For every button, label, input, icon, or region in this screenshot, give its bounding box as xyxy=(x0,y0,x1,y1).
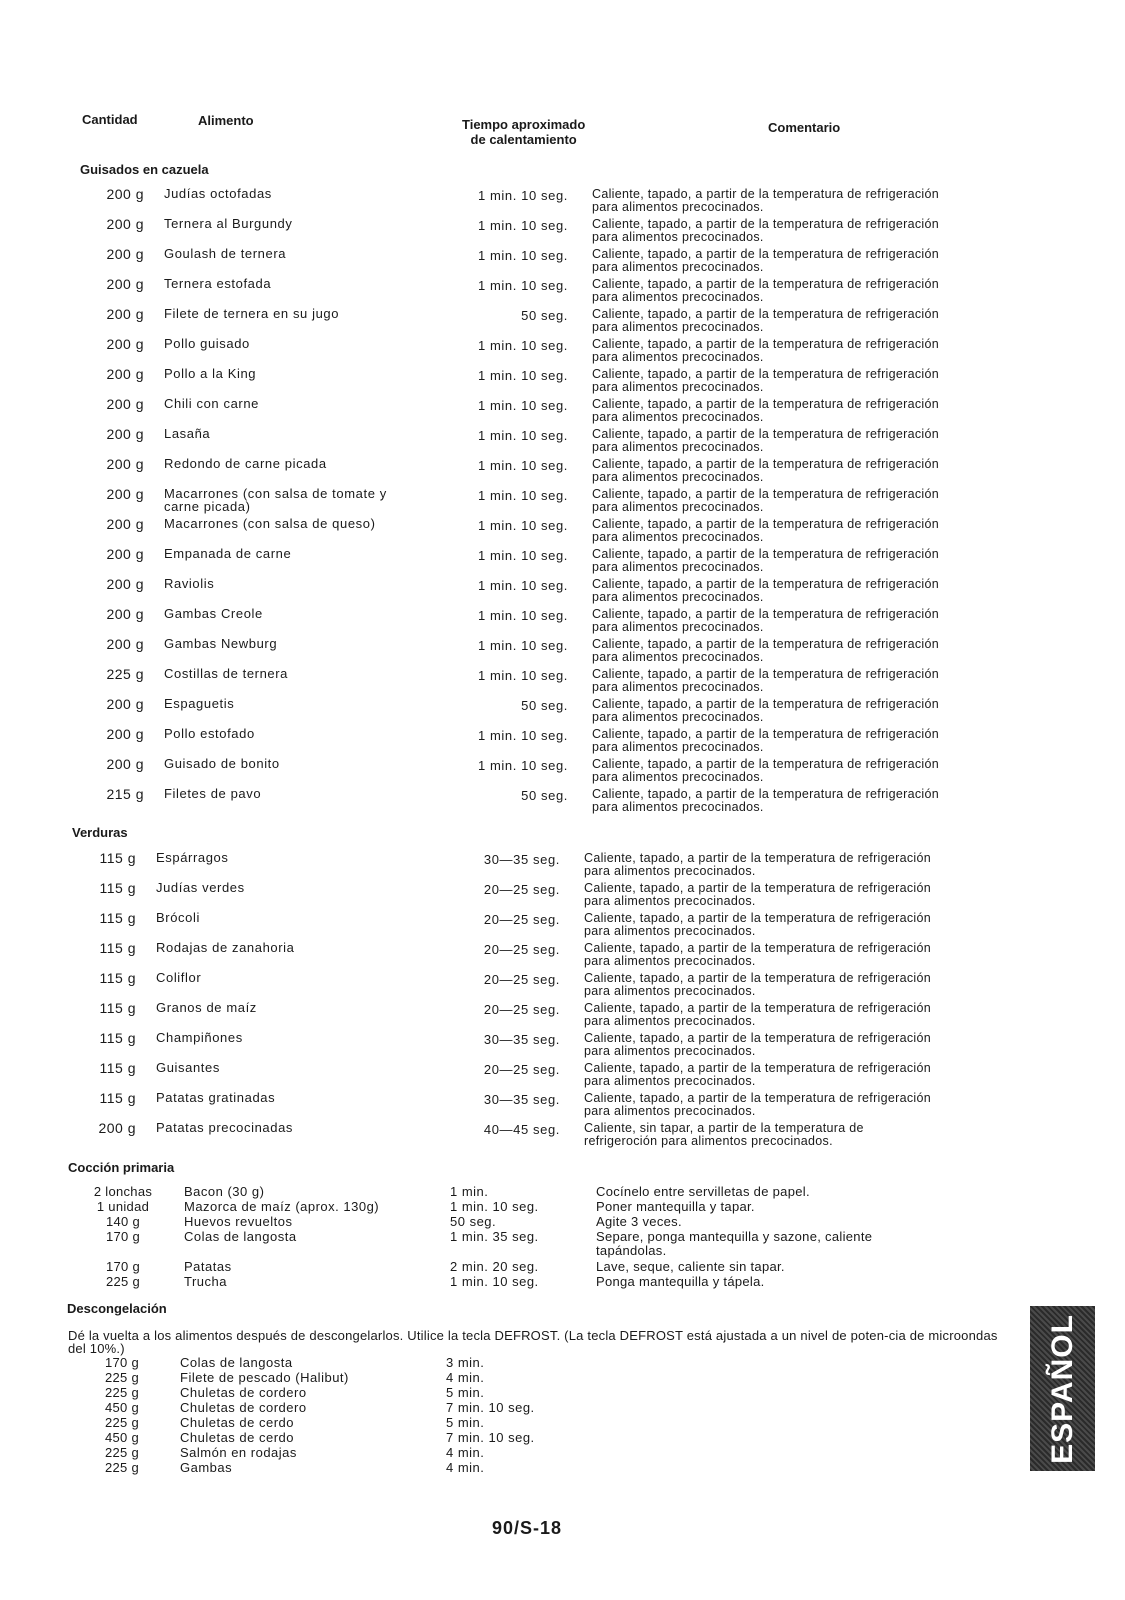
guisados-time: 1 min. 10 seg. xyxy=(477,368,568,383)
guisados-quantity: 200 g xyxy=(106,546,144,562)
verduras-food: Coliflor xyxy=(156,970,202,985)
guisados-time: 1 min. 10 seg. xyxy=(477,608,568,623)
guisados-time: 1 min. 10 seg. xyxy=(477,548,568,563)
section-title-guisados: Guisados en cazuela xyxy=(80,162,209,177)
guisados-row xyxy=(72,276,972,306)
guisados-comment: Caliente, tapado, a partir de la temperatura de refrigeración para alimentos precocinados. xyxy=(592,667,939,694)
verduras-time: 20—25 seg. xyxy=(483,882,560,897)
verduras-food: Rodajas de zanahoria xyxy=(156,940,295,955)
header-tiempo-line2: de calentamiento xyxy=(470,132,577,147)
verduras-food: Granos de maíz xyxy=(156,1000,257,1015)
verduras-comment: Caliente, tapado, a partir de la temperatura de refrigeración para alimentos precocinados. xyxy=(584,851,931,878)
descongelacion-time: 5 min. xyxy=(446,1385,485,1400)
guisados-row xyxy=(72,606,972,636)
verduras-quantity: 115 g xyxy=(99,880,136,896)
verduras-time: 20—25 seg. xyxy=(483,1002,560,1017)
verduras-time: 20—25 seg. xyxy=(483,972,560,987)
guisados-row xyxy=(72,516,972,546)
coccion-row xyxy=(88,1185,948,1200)
guisados-comment: Caliente, tapado, a partir de la temperatura de refrigeración para alimentos precocinados. xyxy=(592,487,939,514)
descongelacion-quantity: 225 g xyxy=(104,1415,140,1430)
descongelacion-food: Chuletas de cerdo xyxy=(180,1430,295,1445)
guisados-food: Judías octofadas xyxy=(164,186,272,201)
guisados-time: 1 min. 10 seg. xyxy=(477,218,568,233)
section-title-verduras: Verduras xyxy=(72,825,128,840)
guisados-quantity: 200 g xyxy=(106,726,144,742)
descongelacion-intro: Dé la vuelta a los alimentos después de descongelarlos. Utilice la tecla DEFROST. (La tecla DEFROST está ajustada a un nivel de poten-cia de microondas del 10%.) xyxy=(68,1328,998,1356)
verduras-time: 40—45 seg. xyxy=(483,1122,560,1137)
guisados-comment: Caliente, tapado, a partir de la temperatura de refrigeración para alimentos precocinados. xyxy=(592,757,939,784)
descongelacion-quantity: 225 g xyxy=(104,1370,140,1385)
descongelacion-time: 5 min. xyxy=(446,1415,485,1430)
verduras-time: 20—25 seg. xyxy=(483,942,560,957)
coccion-time: 1 min. 10 seg. xyxy=(450,1274,539,1289)
guisados-food: Filete de ternera en su jugo xyxy=(164,306,340,321)
verduras-comment: Caliente, tapado, a partir de la temperatura de refrigeración para alimentos precocinados. xyxy=(584,941,931,968)
coccion-food: Bacon (30 g) xyxy=(184,1184,265,1199)
guisados-row xyxy=(72,726,972,756)
guisados-time: 1 min. 10 seg. xyxy=(477,458,568,473)
descongelacion-row xyxy=(87,1386,687,1401)
guisados-comment: Caliente, tapado, a partir de la temperatura de refrigeración para alimentos precocinados. xyxy=(592,697,939,724)
guisados-row xyxy=(72,456,972,486)
guisados-row xyxy=(72,696,972,726)
verduras-row xyxy=(64,1060,964,1090)
coccion-food: Colas de langosta xyxy=(184,1229,297,1244)
guisados-food: Lasaña xyxy=(164,426,211,441)
guisados-row xyxy=(72,366,972,396)
guisados-food: Gambas Creole xyxy=(164,606,263,621)
page-number: 90/S-18 xyxy=(492,1518,563,1538)
verduras-food: Patatas precocinadas xyxy=(156,1120,294,1135)
guisados-comment: Caliente, tapado, a partir de la temperatura de refrigeración para alimentos precocinados. xyxy=(592,577,939,604)
guisados-comment: Caliente, tapado, a partir de la temperatura de refrigeración para alimentos precocinados. xyxy=(592,607,939,634)
coccion-comment: Ponga mantequilla y tápela. xyxy=(596,1274,765,1289)
verduras-time: 20—25 seg. xyxy=(483,912,560,927)
coccion-time: 1 min. 10 seg. xyxy=(450,1199,539,1214)
guisados-time: 1 min. 10 seg. xyxy=(477,428,568,443)
descongelacion-quantity: 450 g xyxy=(104,1400,140,1415)
guisados-comment: Caliente, tapado, a partir de la temperatura de refrigeración para alimentos precocinados. xyxy=(592,517,939,544)
coccion-food: Huevos revueltos xyxy=(184,1214,293,1229)
guisados-row xyxy=(72,396,972,426)
descongelacion-quantity: 450 g xyxy=(104,1430,140,1445)
guisados-food: Chili con carne xyxy=(164,396,259,411)
guisados-comment: Caliente, tapado, a partir de la temperatura de refrigeración para alimentos precocinados. xyxy=(592,787,939,814)
guisados-row xyxy=(72,186,972,216)
guisados-row xyxy=(72,216,972,246)
guisados-quantity: 200 g xyxy=(106,366,144,382)
descongelacion-row xyxy=(87,1356,687,1371)
verduras-quantity: 115 g xyxy=(99,970,136,986)
header-comentario: Comentario xyxy=(768,120,841,135)
guisados-time: 50 seg. xyxy=(521,308,568,323)
guisados-food: Pollo guisado xyxy=(164,336,250,351)
guisados-food: Goulash de ternera xyxy=(164,246,287,261)
verduras-quantity: 115 g xyxy=(99,1060,136,1076)
descongelacion-quantity: 170 g xyxy=(104,1355,140,1370)
guisados-quantity: 200 g xyxy=(106,216,144,232)
descongelacion-table xyxy=(87,1356,687,1476)
guisados-row xyxy=(72,636,972,666)
descongelacion-food: Chuletas de cordero xyxy=(180,1385,307,1400)
coccion-row xyxy=(88,1275,948,1290)
header-cantidad: Cantidad xyxy=(82,112,138,127)
verduras-food: Guisantes xyxy=(156,1060,220,1075)
guisados-comment: Caliente, tapado, a partir de la temperatura de refrigeración para alimentos precocinados. xyxy=(592,397,939,424)
language-tab xyxy=(1030,1306,1095,1471)
coccion-quantity: 170 g xyxy=(105,1229,141,1244)
guisados-row xyxy=(72,336,972,366)
guisados-comment: Caliente, tapado, a partir de la temperatura de refrigeración para alimentos precocinados. xyxy=(592,727,939,754)
guisados-comment: Caliente, tapado, a partir de la temperatura de refrigeración para alimentos precocinados. xyxy=(592,547,939,574)
verduras-comment: Caliente, tapado, a partir de la temperatura de refrigeración para alimentos precocinados. xyxy=(584,1031,931,1058)
guisados-quantity: 200 g xyxy=(106,456,144,472)
coccion-comment: Poner mantequilla y tapar. xyxy=(596,1199,755,1214)
verduras-food: Judías verdes xyxy=(156,880,245,895)
guisados-time: 1 min. 10 seg. xyxy=(477,518,568,533)
guisados-comment: Caliente, tapado, a partir de la temperatura de refrigeración para alimentos precocinados. xyxy=(592,247,939,274)
guisados-row xyxy=(72,246,972,276)
coccion-comment: Cocínelo entre servilletas de papel. xyxy=(596,1184,810,1199)
descongelacion-row xyxy=(87,1371,687,1386)
coccion-comment: Agite 3 veces. xyxy=(596,1214,682,1229)
guisados-quantity: 200 g xyxy=(106,246,144,262)
verduras-row xyxy=(64,1120,964,1150)
verduras-food: Patatas gratinadas xyxy=(156,1090,276,1105)
guisados-food: Espaguetis xyxy=(164,696,235,711)
guisados-food: Redondo de carne picada xyxy=(164,456,327,471)
guisados-row xyxy=(72,306,972,336)
descongelacion-time: 4 min. xyxy=(446,1460,485,1475)
coccion-food: Patatas xyxy=(184,1259,232,1274)
descongelacion-time: 4 min. xyxy=(446,1370,485,1385)
guisados-row xyxy=(72,426,972,456)
guisados-comment: Caliente, tapado, a partir de la temperatura de refrigeración para alimentos precocinados. xyxy=(592,277,939,304)
guisados-time: 1 min. 10 seg. xyxy=(477,338,568,353)
header-tiempo-line1: Tiempo aproximado xyxy=(462,117,586,132)
verduras-comment: Caliente, tapado, a partir de la temperatura de refrigeración para alimentos precocinados. xyxy=(584,971,931,998)
verduras-comment: Caliente, tapado, a partir de la temperatura de refrigeración para alimentos precocinados. xyxy=(584,911,931,938)
coccion-time: 50 seg. xyxy=(450,1214,497,1229)
section-title-descongelacion: Descongelación xyxy=(67,1301,167,1316)
guisados-quantity: 200 g xyxy=(106,336,144,352)
verduras-quantity: 115 g xyxy=(99,1030,136,1046)
header-alimento: Alimento xyxy=(198,113,254,128)
coccion-food: Mazorca de maíz (aprox. 130g) xyxy=(184,1199,380,1214)
descongelacion-time: 3 min. xyxy=(446,1355,485,1370)
verduras-row xyxy=(64,880,964,910)
guisados-food: Gambas Newburg xyxy=(164,636,278,651)
descongelacion-row xyxy=(87,1446,687,1461)
verduras-time: 30—35 seg. xyxy=(483,1092,560,1107)
guisados-food: Ternera estofada xyxy=(164,276,272,291)
verduras-quantity: 200 g xyxy=(98,1120,136,1136)
guisados-comment: Caliente, tapado, a partir de la temperatura de refrigeración para alimentos precocinados. xyxy=(592,217,939,244)
coccion-table xyxy=(88,1185,948,1290)
guisados-time: 50 seg. xyxy=(521,788,568,803)
guisados-food: Pollo estofado xyxy=(164,726,255,741)
descongelacion-quantity: 225 g xyxy=(104,1385,140,1400)
guisados-comment: Caliente, tapado, a partir de la temperatura de refrigeración para alimentos precocinados. xyxy=(592,427,939,454)
verduras-quantity: 115 g xyxy=(99,910,136,926)
guisados-comment: Caliente, tapado, a partir de la temperatura de refrigeración para alimentos precocinados. xyxy=(592,637,939,664)
guisados-food: Raviolis xyxy=(164,576,215,591)
verduras-comment: Caliente, sin tapar, a partir de la temperatura de refrigeroción para alimentos precocinados. xyxy=(584,1121,864,1148)
descongelacion-time: 7 min. 10 seg. xyxy=(446,1430,535,1445)
coccion-comment: Lave, seque, caliente sin tapar. xyxy=(596,1259,785,1274)
verduras-time: 20—25 seg. xyxy=(483,1062,560,1077)
coccion-comment: Separe, ponga mantequilla y sazone, caliente tapándolas. xyxy=(596,1229,873,1258)
guisados-comment: Caliente, tapado, a partir de la temperatura de refrigeración para alimentos precocinados. xyxy=(592,367,939,394)
verduras-comment: Caliente, tapado, a partir de la temperatura de refrigeración para alimentos precocinados. xyxy=(584,881,931,908)
descongelacion-food: Filete de pescado (Halibut) xyxy=(180,1370,349,1385)
coccion-quantity: 140 g xyxy=(105,1214,141,1229)
verduras-quantity: 115 g xyxy=(99,940,136,956)
verduras-quantity: 115 g xyxy=(99,1000,136,1016)
language-tab-label: ESPAÑOL xyxy=(1045,1313,1079,1464)
descongelacion-food: Chuletas de cerdo xyxy=(180,1415,295,1430)
guisados-row xyxy=(72,546,972,576)
section-title-coccion: Cocción primaria xyxy=(68,1160,175,1175)
guisados-food: Guisado de bonito xyxy=(164,756,280,771)
coccion-quantity: 170 g xyxy=(105,1259,141,1274)
verduras-quantity: 115 g xyxy=(99,1090,136,1106)
guisados-quantity: 200 g xyxy=(106,636,144,652)
guisados-row xyxy=(72,666,972,696)
guisados-time: 1 min. 10 seg. xyxy=(477,488,568,503)
guisados-row xyxy=(72,486,972,516)
coccion-quantity: 2 lonchas xyxy=(93,1184,153,1199)
verduras-row xyxy=(64,910,964,940)
verduras-row xyxy=(64,970,964,1000)
guisados-food: Macarrones (con salsa de queso) xyxy=(164,516,376,531)
guisados-quantity: 200 g xyxy=(106,426,144,442)
guisados-quantity: 200 g xyxy=(106,396,144,412)
guisados-table xyxy=(72,186,972,816)
verduras-time: 30—35 seg. xyxy=(483,1032,560,1047)
descongelacion-time: 4 min. xyxy=(446,1445,485,1460)
descongelacion-food: Gambas xyxy=(180,1460,233,1475)
coccion-time: 1 min. xyxy=(450,1184,489,1199)
guisados-time: 1 min. 10 seg. xyxy=(477,668,568,683)
descongelacion-time: 7 min. 10 seg. xyxy=(446,1400,535,1415)
guisados-time: 1 min. 10 seg. xyxy=(477,578,568,593)
verduras-quantity: 115 g xyxy=(99,850,136,866)
guisados-food: Ternera al Burgundy xyxy=(164,216,293,231)
guisados-quantity: 200 g xyxy=(106,486,144,502)
verduras-comment: Caliente, tapado, a partir de la temperatura de refrigeración para alimentos precocinados. xyxy=(584,1061,931,1088)
guisados-time: 1 min. 10 seg. xyxy=(477,398,568,413)
guisados-time: 1 min. 10 seg. xyxy=(477,278,568,293)
coccion-time: 2 min. 20 seg. xyxy=(450,1259,539,1274)
guisados-quantity: 225 g xyxy=(106,666,144,682)
descongelacion-row xyxy=(87,1431,687,1446)
guisados-time: 1 min. 10 seg. xyxy=(477,188,568,203)
guisados-quantity: 200 g xyxy=(106,696,144,712)
guisados-food: Pollo a la King xyxy=(164,366,257,381)
guisados-quantity: 200 g xyxy=(106,186,144,202)
guisados-quantity: 200 g xyxy=(106,306,144,322)
header-tiempo xyxy=(462,117,585,147)
descongelacion-quantity: 225 g xyxy=(104,1460,140,1475)
guisados-time: 1 min. 10 seg. xyxy=(477,638,568,653)
guisados-food: Filetes de pavo xyxy=(164,786,262,801)
guisados-quantity: 215 g xyxy=(106,786,144,802)
verduras-food: Champiñones xyxy=(156,1030,243,1045)
verduras-row xyxy=(64,1000,964,1030)
guisados-food: Empanada de carne xyxy=(164,546,292,561)
verduras-comment: Caliente, tapado, a partir de la temperatura de refrigeración para alimentos precocinados. xyxy=(584,1001,931,1028)
coccion-quantity: 1 unidad xyxy=(96,1199,150,1214)
coccion-quantity: 225 g xyxy=(105,1274,141,1289)
coccion-time: 1 min. 35 seg. xyxy=(450,1229,539,1244)
verduras-row xyxy=(64,1090,964,1120)
verduras-row xyxy=(64,940,964,970)
guisados-time: 1 min. 10 seg. xyxy=(477,728,568,743)
descongelacion-quantity: 225 g xyxy=(104,1445,140,1460)
guisados-time: 1 min. 10 seg. xyxy=(477,758,568,773)
guisados-comment: Caliente, tapado, a partir de la temperatura de refrigeración para alimentos precocinados. xyxy=(592,337,939,364)
descongelacion-food: Chuletas de cordero xyxy=(180,1400,307,1415)
coccion-row xyxy=(88,1260,948,1275)
verduras-food: Brócoli xyxy=(156,910,200,925)
guisados-quantity: 200 g xyxy=(106,276,144,292)
descongelacion-row xyxy=(87,1401,687,1416)
guisados-comment: Caliente, tapado, a partir de la temperatura de refrigeración para alimentos precocinados. xyxy=(592,457,939,484)
guisados-row xyxy=(72,786,972,816)
descongelacion-food: Colas de langosta xyxy=(180,1355,293,1370)
guisados-time: 1 min. 10 seg. xyxy=(477,248,568,263)
guisados-quantity: 200 g xyxy=(106,606,144,622)
verduras-table xyxy=(64,850,964,1150)
guisados-time: 50 seg. xyxy=(521,698,568,713)
verduras-time: 30—35 seg. xyxy=(483,852,560,867)
verduras-row xyxy=(64,850,964,880)
guisados-comment: Caliente, tapado, a partir de la temperatura de refrigeración para alimentos precocinados. xyxy=(592,187,939,214)
verduras-row xyxy=(64,1030,964,1060)
guisados-food: Macarrones (con salsa de tomate y carne picada) xyxy=(164,486,387,514)
verduras-comment: Caliente, tapado, a partir de la temperatura de refrigeración para alimentos precocinados. xyxy=(584,1091,931,1118)
guisados-quantity: 200 g xyxy=(106,516,144,532)
guisados-row xyxy=(72,756,972,786)
coccion-food: Trucha xyxy=(184,1274,227,1289)
descongelacion-row xyxy=(87,1461,687,1476)
guisados-comment: Caliente, tapado, a partir de la temperatura de refrigeración para alimentos precocinados. xyxy=(592,307,939,334)
descongelacion-food: Salmón en rodajas xyxy=(180,1445,297,1460)
coccion-row xyxy=(88,1230,948,1260)
coccion-row xyxy=(88,1200,948,1215)
descongelacion-row xyxy=(87,1416,687,1431)
guisados-quantity: 200 g xyxy=(106,576,144,592)
guisados-quantity: 200 g xyxy=(106,756,144,772)
verduras-food: Espárragos xyxy=(156,850,229,865)
guisados-row xyxy=(72,576,972,606)
guisados-food: Costillas de ternera xyxy=(164,666,288,681)
coccion-row xyxy=(88,1215,948,1230)
